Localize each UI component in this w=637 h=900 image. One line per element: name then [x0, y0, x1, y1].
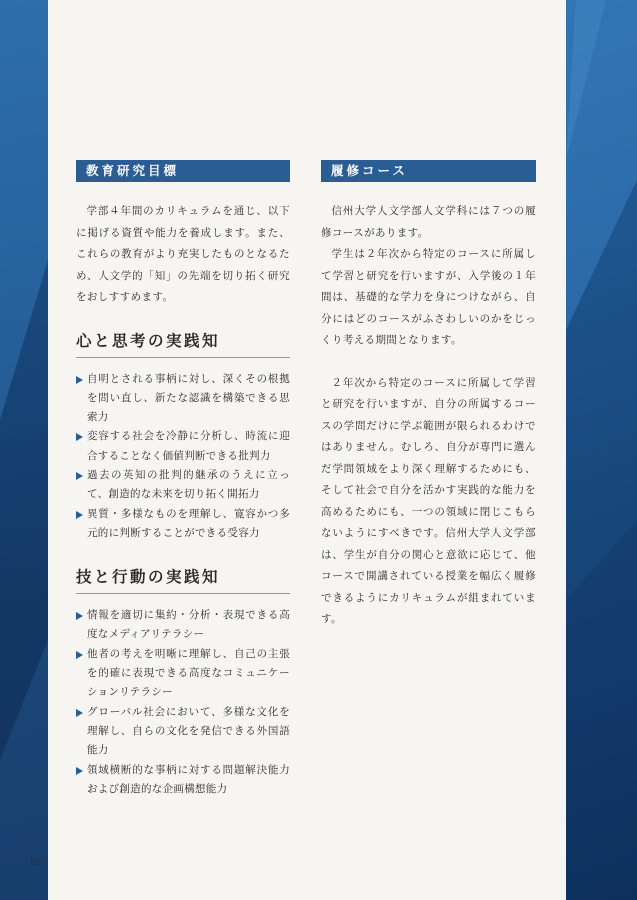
heading-mind-practice: 心と思考の実践知: [76, 329, 290, 358]
right-column: [321, 160, 536, 631]
triangle-bullet-icon: [76, 709, 83, 717]
left-facet-pattern: [0, 0, 48, 900]
triangle-bullet-icon: [76, 472, 83, 480]
skill-list: [76, 606, 290, 799]
triangle-bullet-icon: [76, 651, 83, 659]
list-item: 自明とされる事柄に対し、深くその根拠を問い直し、新たな認識を構築できる思索力: [76, 370, 290, 428]
courses-paragraph-1: 信州大学人文学部人文学科には７つの履修コースがあります。: [321, 205, 536, 239]
list-item: グローバル社会において、多様な文化を理解し、自らの文化を発信できる外国語能力: [76, 703, 290, 761]
courses-paragraph-2: 学生は２年次から特定のコースに所属して学習と研究を行いますが、入学後の１年間は、基礎的な学力を身につけながら、自分にはどのコースがふさわしいのかをじっくり考える期間となります。: [321, 248, 536, 346]
triangle-bullet-icon: [76, 511, 83, 519]
section-title-education-goals: 教育研究目標: [76, 160, 290, 182]
intro-paragraph: 学部４年間のカリキュラムを通じ、以下に掲げる資質や能力を養成します。また、これらの教育がより充実したものとなるため、人文学的「知」の先端を切り拓く研究をおしすすめます。: [76, 205, 290, 303]
section-title-courses: 履修コース: [321, 160, 536, 182]
triangle-bullet-icon: [76, 433, 83, 441]
list-item: 異質・多様なものを理解し、寛容かつ多元的に判断することができる受容力: [76, 505, 290, 544]
mind-list: [76, 370, 290, 544]
page-number: 10: [29, 858, 40, 868]
left-column: [76, 160, 290, 799]
right-background-panel: [566, 0, 637, 900]
triangle-bullet-icon: [76, 376, 83, 384]
list-item: 変容する社会を冷静に分析し、時流に迎合することなく価値判断できる批判力: [76, 427, 290, 466]
courses-paragraph-3: ２年次から特定のコースに所属して学習と研究を行いますが、自分の所属するコースの学問だけに学ぶ範囲が限られるわけではありません。むしろ、自分が専門に選んだ学問領域をより深く理解するためにも、そして社会で自分を活かす実践的な能力を高めるためにも、一つの領域に閉じこもらないようにすべきです。信州大学人文学部は、学生が自分の関心と意欲に応じて、他コースで開講されている授業を幅広く履修できるようにカリキュラムが組まれています。: [321, 376, 536, 625]
list-item: 他者の考えを明晰に理解し、自己の主張を的確に表現できる高度なコミュニケーションリテラシー: [76, 645, 290, 703]
triangle-bullet-icon: [76, 767, 83, 775]
heading-skill-practice: 技と行動の実践知: [76, 565, 290, 594]
triangle-bullet-icon: [76, 612, 83, 620]
list-item: 過去の英知の批判的継承のうえに立って、創造的な未来を切り拓く開拓力: [76, 466, 290, 505]
list-item: 領域横断的な事柄に対する問題解決能力および創造的な企画構想能力: [76, 761, 290, 800]
right-facet-pattern: [566, 0, 637, 900]
list-item: 情報を適切に集約・分析・表現できる高度なメディアリテラシー: [76, 606, 290, 645]
left-background-panel: [0, 0, 48, 900]
